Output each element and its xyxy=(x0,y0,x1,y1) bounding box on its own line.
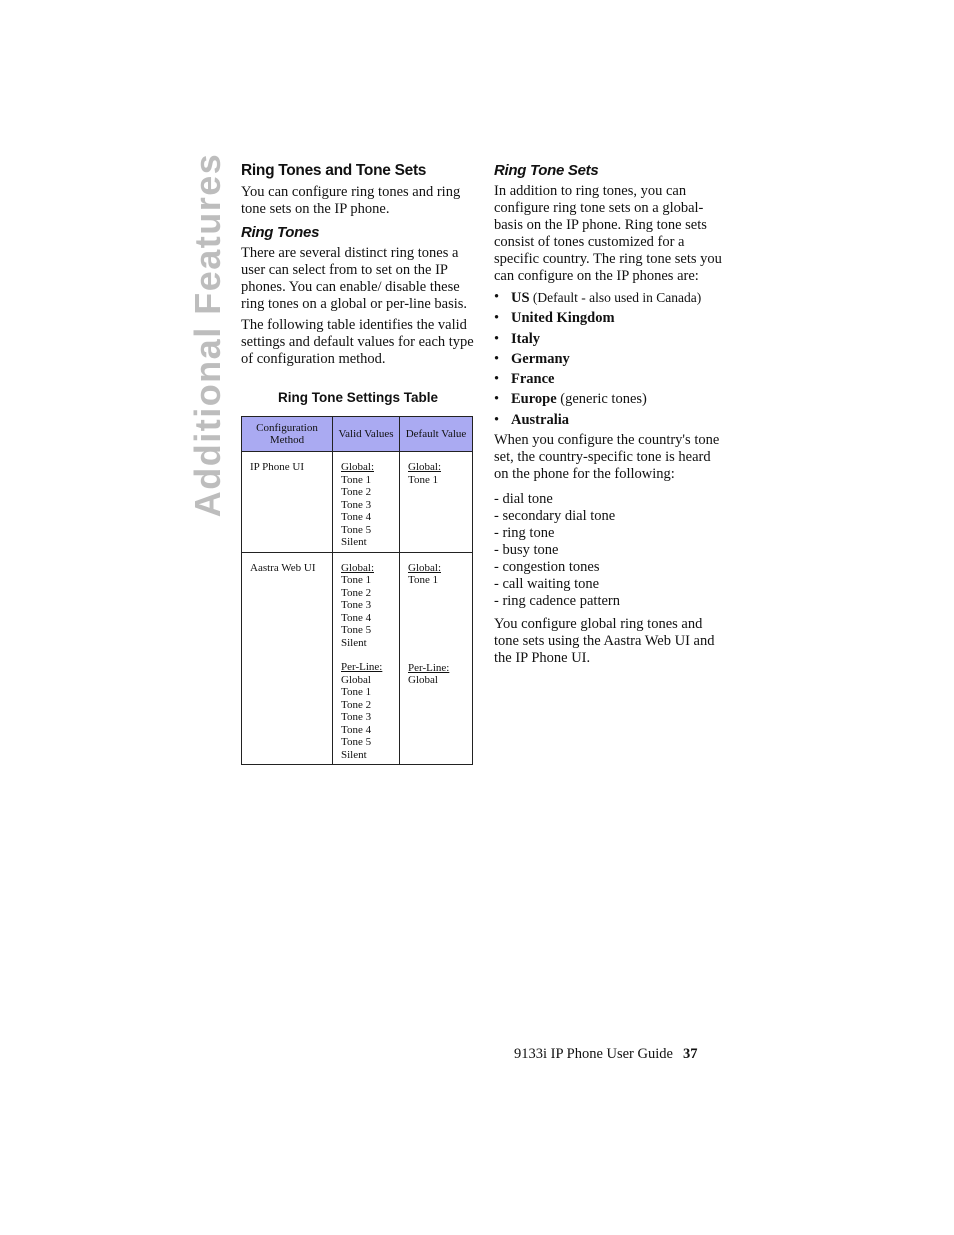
list-item: - secondary dial tone xyxy=(494,508,616,525)
valid-label: Global: xyxy=(341,561,374,574)
tone-list xyxy=(494,491,724,610)
default-label: Global: xyxy=(408,461,441,473)
list-item: • Germany xyxy=(494,351,724,368)
valid-value: Global xyxy=(341,673,371,686)
intro-paragraph: You can configure ring tones and ring tone sets on the IP phone. xyxy=(241,184,461,217)
default-value-cell xyxy=(400,552,473,765)
page-number: 37 xyxy=(682,1046,698,1062)
valid-value: Tone 5 xyxy=(341,736,372,748)
ring-tones-paragraph: There are several distinct ring tones a user can select from to set on the IP phones. You can enable/ disable these ring tones on a global or per-line basis. xyxy=(241,245,468,312)
valid-value: Tone 4 xyxy=(341,723,372,736)
valid-value: Tone 3 xyxy=(341,599,372,611)
list-item: • Europe (generic tones) xyxy=(494,391,724,408)
valid-value: Tone 2 xyxy=(341,486,372,498)
valid-value: Tone 4 xyxy=(341,611,372,624)
header-default-value: Default Value xyxy=(400,417,473,452)
ring-tone-settings-table xyxy=(241,416,473,765)
method-cell: Aastra Web UI xyxy=(242,552,333,765)
valid-value: Tone 1 xyxy=(341,473,372,486)
valid-values-cell xyxy=(333,552,400,765)
list-item: - congestion tones xyxy=(494,559,600,576)
left-column xyxy=(241,162,475,765)
list-item: - busy tone xyxy=(494,542,559,559)
default-value: Tone 1 xyxy=(408,574,439,586)
default-value: Tone 1 xyxy=(408,473,439,486)
country-tones-paragraph: When you configure the country's tone set, the country-specific tone is heard on the phone for the following: xyxy=(494,432,720,483)
list-item: • France xyxy=(494,371,724,388)
page-footer xyxy=(514,1046,697,1063)
list-item: - dial tone xyxy=(494,491,553,508)
valid-value: Tone 2 xyxy=(341,586,372,599)
list-item: • Australia xyxy=(494,412,724,429)
per-line-label: Per-Line: xyxy=(341,661,383,673)
valid-value: Silent xyxy=(341,748,367,761)
list-item: • Italy xyxy=(494,331,724,348)
valid-value: Tone 1 xyxy=(341,686,372,698)
list-item: - ring tone xyxy=(494,525,555,542)
ring-tone-sets-paragraph: In addition to ring tones, you can configure ring tone sets on a global-basis on the IP phone. Ring tone sets consist of tones customized for a specific country. The ring tone sets you can configure on the IP phones are: xyxy=(494,183,722,284)
table-row xyxy=(242,552,473,765)
side-tab-label: Additional Features xyxy=(187,152,228,518)
default-value-cell xyxy=(400,452,473,553)
list-item: - call waiting tone xyxy=(494,576,600,593)
valid-label: Global: xyxy=(341,461,374,473)
ring-tones-heading: Ring Tones xyxy=(241,224,320,241)
valid-values-cell xyxy=(333,452,400,553)
table-caption: Ring Tone Settings Table xyxy=(277,390,438,405)
valid-value: Tone 3 xyxy=(341,711,372,723)
valid-value: Tone 3 xyxy=(341,498,372,511)
valid-value: Tone 1 xyxy=(341,574,372,586)
method-cell: IP Phone UI xyxy=(242,452,333,553)
valid-value: Tone 5 xyxy=(341,523,372,536)
valid-value: Tone 2 xyxy=(341,698,372,711)
default-label: Global: xyxy=(408,561,441,574)
section-heading: Ring Tones and Tone Sets xyxy=(241,162,427,179)
default-value: Global xyxy=(408,674,438,686)
ring-tone-sets-heading: Ring Tone Sets xyxy=(494,162,599,179)
configure-paragraph: You configure global ring tones and tone sets using the Aastra Web UI and the IP Phone UI. xyxy=(494,616,715,667)
table-row xyxy=(242,452,473,553)
side-tab xyxy=(186,152,230,518)
list-item: • US (Default - also used in Canada) xyxy=(494,289,724,307)
guide-title: 9133i IP Phone User Guide xyxy=(514,1046,673,1062)
list-item: • United Kingdom xyxy=(494,310,724,327)
valid-value: Tone 5 xyxy=(341,624,372,636)
valid-value: Silent xyxy=(341,536,367,548)
header-configuration-method: Configuration Method xyxy=(242,417,333,452)
valid-value: Tone 4 xyxy=(341,511,372,523)
list-item: - ring cadence pattern xyxy=(494,593,620,610)
header-valid-values: Valid Values xyxy=(333,417,400,452)
table-header-row xyxy=(242,417,473,452)
table-intro-paragraph: The following table identifies the valid settings and default values for each type of configuration method. xyxy=(241,317,474,367)
country-list xyxy=(494,289,724,429)
valid-value: Silent xyxy=(341,636,367,649)
right-column xyxy=(494,162,724,671)
per-line-default-label: Per-Line: xyxy=(408,661,450,674)
